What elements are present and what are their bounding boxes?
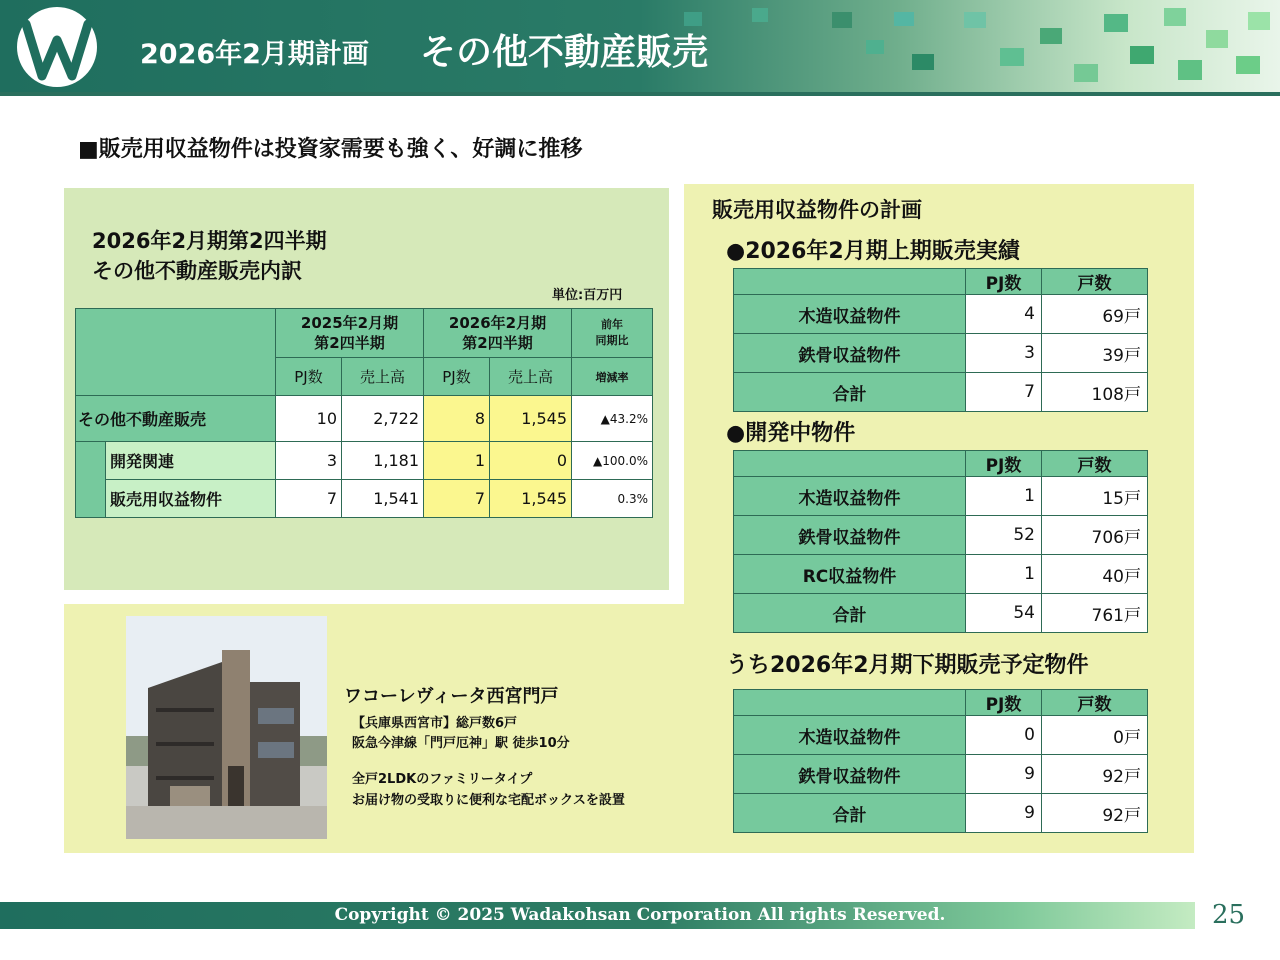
- cell-pj-2025: 10: [276, 396, 342, 442]
- subheader-change: 増減率: [572, 358, 653, 396]
- cell-pj: 54: [966, 594, 1042, 633]
- table-row: [734, 516, 1148, 555]
- cell-units: 761戸: [1042, 594, 1148, 633]
- cell-change: ▲100.0%: [572, 442, 653, 480]
- row-label: 開発関連: [106, 442, 276, 480]
- table-row: [76, 396, 653, 442]
- property-name: ワコーレヴィータ西宮門戸: [344, 686, 559, 707]
- header-rule: [0, 92, 1280, 96]
- property-type: 全戸2LDKのファミリータイプ: [352, 772, 533, 787]
- page-number: 25: [1212, 900, 1246, 930]
- cell-units: 92戸: [1042, 794, 1148, 833]
- header-2025-line1: 2025年2月期: [300, 314, 399, 332]
- cell-pj-2025: 3: [276, 442, 342, 480]
- cell-pj-2026: 7: [424, 480, 490, 518]
- header-2025: [276, 309, 424, 358]
- cell-sales-2025: 1,181: [342, 442, 424, 480]
- header-yoy-line1: 前年: [601, 318, 623, 331]
- cell-units: 0戸: [1042, 716, 1148, 755]
- cell-units: 706戸: [1042, 516, 1148, 555]
- table-row: [734, 755, 1148, 794]
- header-2026-line2: 第2四半期: [462, 334, 533, 352]
- row-label: 販売用収益物件: [106, 480, 276, 518]
- table-row: [734, 477, 1148, 516]
- table-row-total: [734, 373, 1148, 412]
- subheader-pj-2025: PJ数: [276, 358, 342, 396]
- company-logo-icon: [12, 6, 102, 88]
- table-header-row: [76, 309, 653, 358]
- section-title-h1-results: ●2026年2月期上期販売実績: [726, 239, 1020, 264]
- table-row: [734, 334, 1148, 373]
- header-2025-line2: 第2四半期: [314, 334, 385, 352]
- cell-pj: 3: [966, 334, 1042, 373]
- breakdown-table: [75, 308, 653, 518]
- cell-pj: 1: [966, 477, 1042, 516]
- row-label: 木造収益物件: [734, 477, 966, 516]
- header-yoy: [572, 309, 653, 358]
- header-yoy-line2: 同期比: [595, 334, 629, 347]
- property-location: 【兵庫県西宮市】総戸数6戸: [352, 716, 518, 731]
- header-title: その他不動産販売: [420, 32, 709, 73]
- section-title-h2-planned: うち2026年2月期下期販売予定物件: [726, 653, 1089, 678]
- cell-units: 39戸: [1042, 334, 1148, 373]
- cell-pj: 7: [966, 373, 1042, 412]
- subheader-sales-2025: 売上高: [342, 358, 424, 396]
- table-header-row: [734, 269, 1148, 295]
- cell-sales-2025: 1,541: [342, 480, 424, 518]
- table-header-row: [734, 451, 1148, 477]
- breakdown-title-line1: 2026年2月期第2四半期: [92, 229, 327, 253]
- table-row: [734, 555, 1148, 594]
- header-blank: [734, 690, 966, 716]
- section-title-in-development: ●開発中物件: [726, 421, 856, 446]
- cell-pj: 4: [966, 295, 1042, 334]
- copyright-text: Copyright © 2025 Wadakohsan Corporation All rights Reserved.: [334, 905, 946, 925]
- cell-sales-2025: 2,722: [342, 396, 424, 442]
- cell-units: 40戸: [1042, 555, 1148, 594]
- cell-pj-2026: 8: [424, 396, 490, 442]
- header-units: 戸数: [1042, 451, 1148, 477]
- cell-pj: 0: [966, 716, 1042, 755]
- indent-cell: [76, 442, 106, 518]
- table-row: [734, 295, 1148, 334]
- header-blank: [76, 309, 276, 396]
- breakdown-title: [92, 226, 327, 286]
- cell-sales-2026: 1,545: [490, 480, 572, 518]
- plan-table-h2-planned: [733, 689, 1148, 833]
- table-row: [76, 442, 653, 480]
- header-2026-line1: 2026年2月期: [448, 314, 547, 332]
- unit-label: 単位:百万円: [552, 288, 623, 303]
- cell-change: ▲43.2%: [572, 396, 653, 442]
- property-access: 阪急今津線「門戸厄神」駅 徒歩10分: [352, 736, 570, 751]
- page-subtitle: ■販売用収益物件は投資家需要も強く、好調に推移: [78, 137, 583, 162]
- table-row-total: [734, 594, 1148, 633]
- cell-pj-2025: 7: [276, 480, 342, 518]
- subheader-sales-2026: 売上高: [490, 358, 572, 396]
- cell-pj: 52: [966, 516, 1042, 555]
- row-label: その他不動産販売: [76, 396, 276, 442]
- table-row-total: [734, 794, 1148, 833]
- cell-change: 0.3%: [572, 480, 653, 518]
- cell-sales-2026: 1,545: [490, 396, 572, 442]
- cell-units: 92戸: [1042, 755, 1148, 794]
- header-units: 戸数: [1042, 690, 1148, 716]
- header-period: 2026年2月期計画: [140, 39, 369, 70]
- plan-table-h1-results: [733, 268, 1148, 412]
- table-row: [76, 480, 653, 518]
- cell-units: 15戸: [1042, 477, 1148, 516]
- cell-pj: 1: [966, 555, 1042, 594]
- row-label: 合計: [734, 794, 966, 833]
- plan-table-in-development: [733, 450, 1148, 633]
- header-pj: PJ数: [966, 690, 1042, 716]
- row-label: 合計: [734, 594, 966, 633]
- cell-sales-2026: 0: [490, 442, 572, 480]
- cell-pj: 9: [966, 755, 1042, 794]
- row-label: 木造収益物件: [734, 716, 966, 755]
- row-label: 木造収益物件: [734, 295, 966, 334]
- header-2026: [424, 309, 572, 358]
- property-photo: [126, 616, 327, 839]
- row-label: 鉄骨収益物件: [734, 334, 966, 373]
- cell-pj-2026: 1: [424, 442, 490, 480]
- table-row: [734, 716, 1148, 755]
- plan-title: 販売用収益物件の計画: [712, 198, 922, 222]
- row-label: 合計: [734, 373, 966, 412]
- cell-pj: 9: [966, 794, 1042, 833]
- row-label: 鉄骨収益物件: [734, 755, 966, 794]
- breakdown-title-line2: その他不動産販売内訳: [92, 259, 302, 283]
- header-units: 戸数: [1042, 269, 1148, 295]
- row-label: RC収益物件: [734, 555, 966, 594]
- header-blank: [734, 269, 966, 295]
- header-pj: PJ数: [966, 269, 1042, 295]
- row-label: 鉄骨収益物件: [734, 516, 966, 555]
- cell-units: 108戸: [1042, 373, 1148, 412]
- header-blank: [734, 451, 966, 477]
- cell-units: 69戸: [1042, 295, 1148, 334]
- header-pj: PJ数: [966, 451, 1042, 477]
- property-feature: お届け物の受取りに便利な宅配ボックスを設置: [352, 793, 625, 808]
- subheader-pj-2026: PJ数: [424, 358, 490, 396]
- table-header-row: [734, 690, 1148, 716]
